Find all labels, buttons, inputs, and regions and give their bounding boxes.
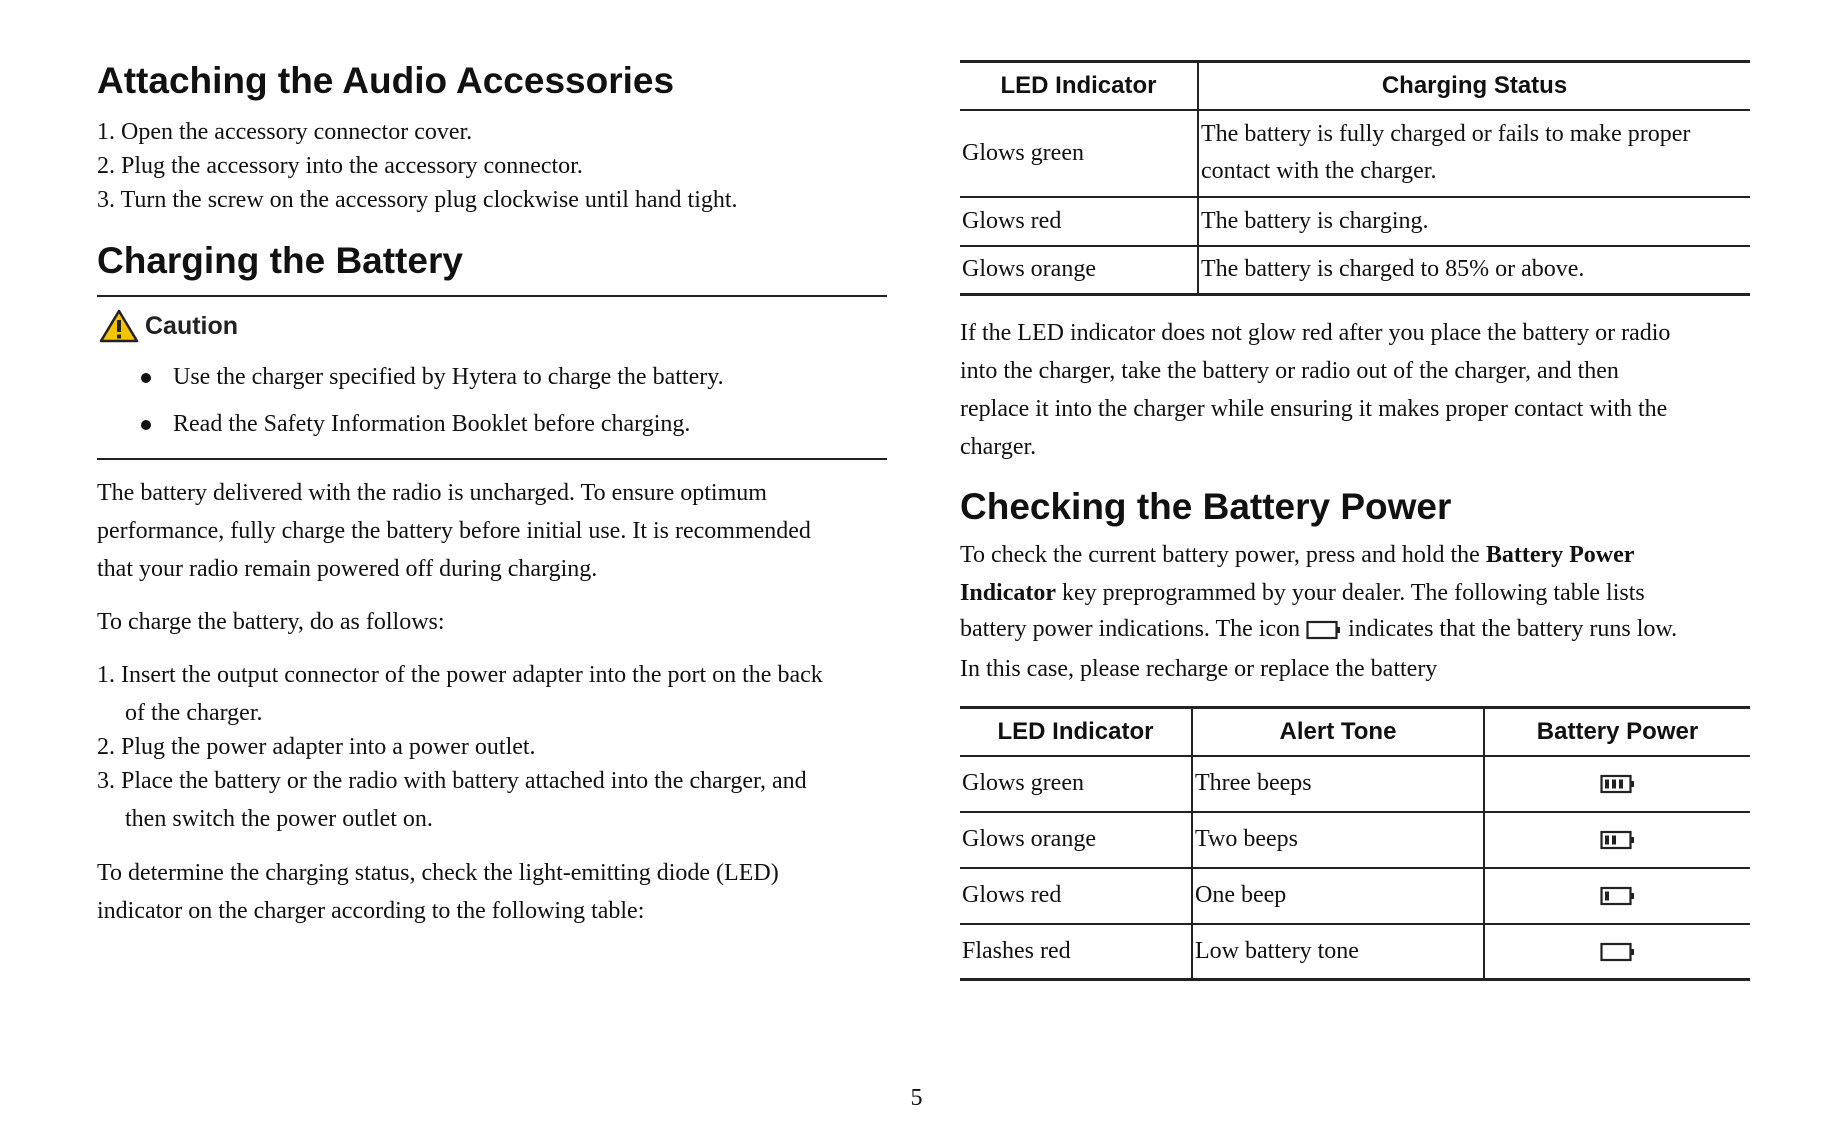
para3-line1: To determine the charging status, check the light-emitting diode (LED) bbox=[97, 860, 779, 886]
cell-power bbox=[1484, 756, 1750, 812]
cell-led: Glows red bbox=[960, 197, 1198, 246]
step2-3-cont: then switch the power outlet on. bbox=[125, 806, 433, 832]
charging-status-table bbox=[960, 60, 1750, 296]
key-name-bold: Indicator bbox=[960, 580, 1056, 606]
para2-line2 bbox=[960, 578, 1645, 608]
step-3: 3. Turn the screw on the accessory plug clockwise until hand tight. bbox=[97, 187, 738, 213]
col-header-tone: Alert Tone bbox=[1192, 708, 1484, 756]
cell-power bbox=[1484, 868, 1750, 924]
para2-line1 bbox=[960, 540, 1634, 570]
para1-line2: performance, fully charge the battery before initial use. It is recommended bbox=[97, 518, 811, 544]
caution-item-text: Use the charger specified by Hytera to charge the battery. bbox=[173, 364, 724, 390]
cell-power bbox=[1484, 812, 1750, 868]
cell-tone: Low battery tone bbox=[1192, 924, 1484, 980]
page-number: 5 bbox=[910, 1085, 923, 1111]
battery-empty-icon bbox=[1306, 620, 1342, 640]
table-row bbox=[960, 868, 1750, 924]
caution-bottom-rule bbox=[97, 458, 887, 460]
caution-item-text: Read the Safety Information Booklet before charging. bbox=[173, 411, 691, 437]
para2-text: battery power indications. The icon bbox=[960, 616, 1307, 642]
para1-line3: that your radio remain powered off during charging. bbox=[97, 556, 598, 582]
caution-top-rule bbox=[97, 295, 887, 297]
para2-line4: In this case, please recharge or replace the battery bbox=[960, 656, 1438, 682]
cell-status: The battery is charging. bbox=[1198, 197, 1750, 246]
para2: To charge the battery, do as follows: bbox=[97, 609, 445, 635]
battery-full-icon bbox=[1600, 774, 1636, 794]
table-row bbox=[960, 110, 1750, 197]
cell-tone: One beep bbox=[1192, 868, 1484, 924]
cell-led: Glows orange bbox=[960, 812, 1192, 868]
table-header-row bbox=[960, 62, 1750, 110]
battery-medium-icon bbox=[1600, 830, 1636, 850]
table-row bbox=[960, 246, 1750, 295]
para1-line1: If the LED indicator does not glow red after you place the battery or radio bbox=[960, 320, 1671, 346]
cell-led: Glows red bbox=[960, 868, 1192, 924]
para1-line4: charger. bbox=[960, 434, 1037, 460]
heading-checking-battery: Checking the Battery Power bbox=[960, 486, 1452, 527]
para1-line1: The battery delivered with the radio is uncharged. To ensure optimum bbox=[97, 480, 767, 506]
cell-tone: Three beeps bbox=[1192, 756, 1484, 812]
cell-led: Glows green bbox=[960, 110, 1198, 197]
caution-label: Caution bbox=[145, 311, 239, 340]
key-name-bold: Battery Power bbox=[1485, 542, 1635, 568]
cell-status: The battery is charged to 85% or above. bbox=[1198, 246, 1750, 295]
caution-block bbox=[99, 308, 238, 344]
cell-status-line2: contact with the charger. bbox=[1201, 158, 1437, 184]
step2-1: 1. Insert the output connector of the power adapter into the port on the back bbox=[97, 662, 823, 688]
battery-empty-icon bbox=[1600, 942, 1636, 962]
col-header-power: Battery Power bbox=[1484, 708, 1750, 756]
table-row bbox=[960, 197, 1750, 246]
cell-led: Flashes red bbox=[960, 924, 1192, 980]
cell-led: Glows green bbox=[960, 756, 1192, 812]
step2-1-cont: of the charger. bbox=[125, 700, 263, 726]
para1-line3: replace it into the charger while ensuring it makes proper contact with the bbox=[960, 396, 1668, 422]
heading-charging-battery: Charging the Battery bbox=[97, 240, 463, 281]
cell-led: Glows orange bbox=[960, 246, 1198, 295]
para2-text: key preprogrammed by your dealer. The following table lists bbox=[1056, 580, 1645, 606]
caution-item-1 bbox=[141, 364, 724, 391]
para2-text: To check the current battery power, press and hold the bbox=[960, 542, 1486, 568]
cell-status-line1: The battery is fully charged or fails to make proper bbox=[1201, 121, 1691, 147]
step2-3: 3. Place the battery or the radio with battery attached into the charger, and bbox=[97, 768, 807, 794]
battery-power-table bbox=[960, 706, 1750, 981]
para3-line2: indicator on the charger according to the following table: bbox=[97, 898, 645, 924]
col-header-status: Charging Status bbox=[1198, 62, 1750, 110]
para2-text: indicates that the battery runs low. bbox=[1348, 616, 1678, 642]
table-row bbox=[960, 756, 1750, 812]
col-header-led: LED Indicator bbox=[960, 62, 1198, 110]
caution-item-2 bbox=[141, 411, 690, 438]
heading-audio-accessories: Attaching the Audio Accessories bbox=[97, 60, 675, 101]
step-2: 2. Plug the accessory into the accessory connector. bbox=[97, 153, 583, 179]
bullet-icon bbox=[141, 373, 151, 383]
para2-line3 bbox=[960, 614, 1677, 644]
warning-icon bbox=[99, 308, 139, 344]
table-row bbox=[960, 924, 1750, 980]
battery-low-icon bbox=[1600, 886, 1636, 906]
cell-power bbox=[1484, 924, 1750, 980]
cell-status bbox=[1198, 110, 1750, 197]
para1-line2: into the charger, take the battery or radio out of the charger, and then bbox=[960, 358, 1619, 384]
table-row bbox=[960, 812, 1750, 868]
bullet-icon bbox=[141, 420, 151, 430]
cell-tone: Two beeps bbox=[1192, 812, 1484, 868]
step-1: 1. Open the accessory connector cover. bbox=[97, 119, 473, 145]
col-header-led: LED Indicator bbox=[960, 708, 1192, 756]
table-header-row bbox=[960, 708, 1750, 756]
step2-2: 2. Plug the power adapter into a power outlet. bbox=[97, 734, 536, 760]
